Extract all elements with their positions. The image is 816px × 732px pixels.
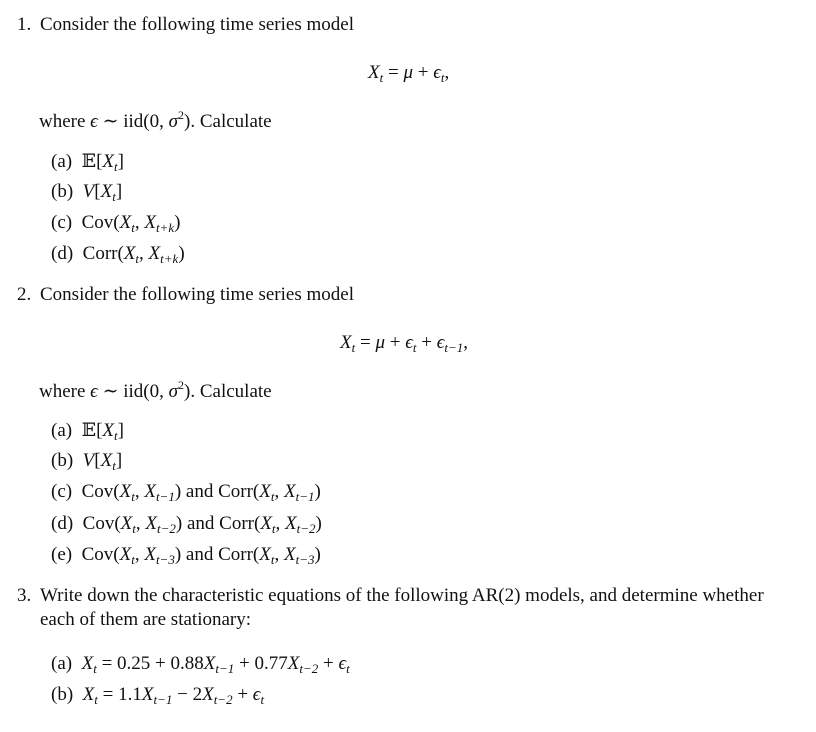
- q1-item-d-label: (d): [51, 243, 74, 264]
- q2-item-d: (d) $Cov(X_t$, $X_{t-2}$) and $Corr(X_t$, $X_{t-2}$): [51, 513, 322, 536]
- q2-item-a: (a) $𝔼[X_t]$: [51, 420, 124, 443]
- q2-where-text: where ϵ ∼ iid(0, $\sigma^2$). Calculate: [39, 378, 272, 402]
- q1-item-a-label: (a): [51, 151, 73, 172]
- q1-item-c-label: (c): [51, 212, 73, 233]
- q1-item-b: (b) $V[X_t]$: [51, 181, 123, 204]
- q2-item-b-label: (b): [51, 450, 74, 471]
- q1-item-b-label: (b): [51, 181, 74, 202]
- q1-title: Consider the following time series model: [40, 14, 354, 35]
- q1-item-a: (a) $𝔼[X_t]$: [51, 151, 124, 174]
- q2-title: Consider the following time series model: [40, 284, 354, 305]
- q2-number: 2.: [17, 284, 32, 305]
- q3-item-b-label: (b): [51, 684, 74, 705]
- q2-item-e: (e) $Cov(X_t$, $X_{t-3}$) and $Corr(X_t$, $X_{t-3}$): [51, 544, 321, 567]
- q2-item-a-label: (a): [51, 420, 73, 441]
- q3-item-a-label: (a): [51, 653, 73, 674]
- q1-item-d: (d) $Corr(X_t$, $X_{t+k}$): [51, 243, 185, 266]
- q3-title-line2: each of them are stationary:: [40, 609, 252, 630]
- q3-number: 3.: [17, 585, 32, 606]
- q2-item-b: (b) $V[X_t]$: [51, 450, 123, 473]
- q2-item-e-label: (e): [51, 544, 73, 565]
- q2-item-d-label: (d): [51, 513, 74, 534]
- q2-item-c: (c) $Cov(X_t$, $X_{t-1}$) and $Corr(X_t$, $X_{t-1}$): [51, 481, 321, 504]
- q1-item-c: (c) $Cov(X_t$, $X_{t+k}$): [51, 212, 181, 235]
- q1-number: 1.: [17, 14, 32, 35]
- q2-item-c-label: (c): [51, 481, 73, 502]
- q3-title-line1: Write down the characteristic equations of the following AR(2) models, and determine whether: [40, 585, 764, 606]
- q3-item-a: (a) $X_t = 0.25 + 0.88X_{t-1} + 0.77X_{t-2} + \epsilon_t$: [51, 653, 350, 676]
- q2-equation: $X_t = \mu + \epsilon_t + \epsilon_{t-1}$,: [340, 332, 469, 355]
- q1-equation: $X_t = \mu + \epsilon_t$,: [368, 62, 450, 85]
- q3-item-b: (b) $X_t = 1.1X_{t-1} - 2X_{t-2} + \epsilon_t$: [51, 684, 265, 707]
- q1-where-text: where ϵ ∼ iid(0, $\sigma^2$). Calculate: [39, 108, 272, 132]
